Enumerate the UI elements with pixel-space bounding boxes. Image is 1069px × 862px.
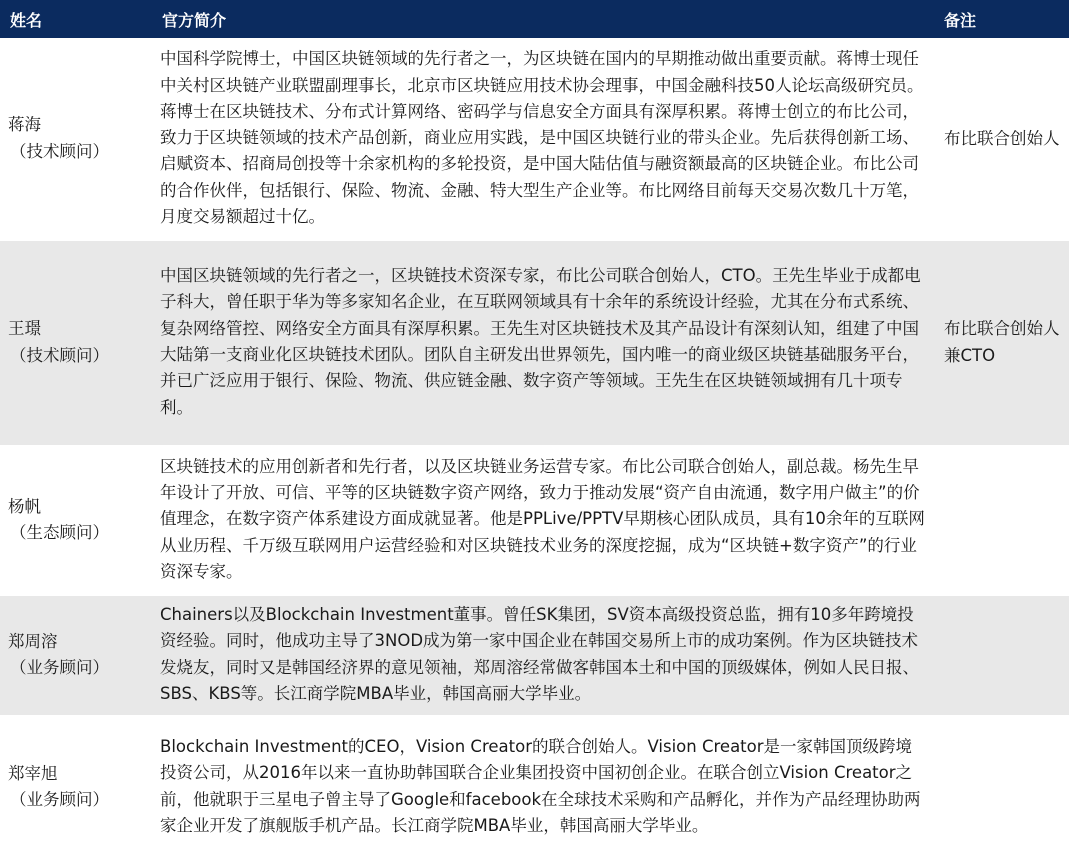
table-body xyxy=(0,38,1069,859)
advisor-name: 蒋海 xyxy=(8,115,41,135)
note-cell xyxy=(934,715,1069,859)
advisor-name: 杨帆 xyxy=(8,496,41,516)
intro-cell: Chainers以及Blockchain Investment董事。曾任SK集团，SV资本高级投资总监，拥有10多年跨境投资经验。同时，他成功主导了3NOD成为第一家中国企业在韩国交易所上市的成功案例。作为区块链技术发烧友，同时又是韩国经济界的意见领袖，郑周溶经常做客韩国本土和中国的顶级媒体，例如人民日报、SBS、KBS等。长江商学院MBA毕业，韩国高丽大学毕业。 xyxy=(152,595,934,715)
advisor-role: （技术顾问） xyxy=(10,345,109,365)
intro-cell: Blockchain Investment的CEO，Vision Creator的联合创始人。Vision Creator是一家韩国顶级跨境投资公司，从2016年以来一直协助韩国联合企业集团投资中国初创企业。在联合创立Vision Creator之前，他就职于三星电子曾主导了Google和facebook在全球技术采购和产品孵化，并作为产品经理协助两家企业开发了旗舰版手机产品。长江商学院MBA毕业，韩国高丽大学毕业。 xyxy=(152,715,934,859)
table-row xyxy=(0,445,1069,595)
name-cell xyxy=(0,240,152,445)
header-name: 姓名 xyxy=(0,0,152,38)
advisor-name: 郑周溶 xyxy=(8,631,58,651)
table-row xyxy=(0,38,1069,240)
name-cell xyxy=(0,445,152,595)
name-cell xyxy=(0,595,152,715)
header-row xyxy=(0,0,1069,38)
advisor-name: 王璟 xyxy=(8,319,41,339)
note-cell xyxy=(934,595,1069,715)
table-header xyxy=(0,0,1069,38)
advisor-name: 郑宰旭 xyxy=(8,763,58,783)
name-cell xyxy=(0,715,152,859)
header-note: 备注 xyxy=(934,0,1069,38)
table-row xyxy=(0,595,1069,715)
note-cell: 布比联合创始人兼CTO xyxy=(934,240,1069,445)
header-intro: 官方简介 xyxy=(152,0,934,38)
advisor-role: （业务顾问） xyxy=(10,658,109,677)
table-row xyxy=(0,715,1069,859)
table-row xyxy=(0,240,1069,445)
intro-cell: 中国区块链领域的先行者之一，区块链技术资深专家，布比公司联合创始人，CTO。王先生毕业于成都电子科大，曾任职于华为等多家知名企业，在互联网领域具有十余年的系统设计经验，尤其在分布式系统、复杂网络管控、网络安全方面具有深厚积累。王先生对区块链技术及其产品设计有深刻认知，组建了中国大陆第一支商业化区块链技术团队。团队自主研发出世界领先，国内唯一的商业级区块链基础服务平台，并已广泛应用于银行、保险、物流、供应链金融、数字资产等领域。王先生在区块链领域拥有几十项专利。 xyxy=(152,240,934,445)
intro-cell: 中国科学院博士，中国区块链领域的先行者之一，为区块链在国内的早期推动做出重要贡献。蒋博士现任中关村区块链产业联盟副理事长，北京市区块链应用技术协会理事，中国金融科技50人论坛高级研究员。蒋博士在区块链技术、分布式计算网络、密码学与信息安全方面具有深厚积累。蒋博士创立的布比公司，致力于区块链领域的技术产品创新，商业应用实践，是中国区块链行业的带头企业。先后获得创新工场、启赋资本、招商局创投等十余家机构的多轮投资，是中国大陆估值与融资额最高的区块链企业。布比公司的合作伙伴，包括银行、保险、物流、金融、特大型生产企业等。布比网络目前每天交易次数几十万笔，月度交易额超过十亿。 xyxy=(152,38,934,240)
advisor-role: （技术顾问） xyxy=(10,141,109,161)
intro-cell: 区块链技术的应用创新者和先行者，以及区块链业务运营专家。布比公司联合创始人，副总裁。杨先生早年设计了开放、可信、平等的区块链数字资产网络，致力于推动发展“资产自由流通，数字用户做主”的价值理念，在数字资产体系建设方面成就显著。他是PPLive/PPTV早期核心团队成员，具有10余年的互联网从业历程、千万级互联网用户运营经验和对区块链技术业务的深度挖掘，成为“区块链+数字资产”的行业资深专家。 xyxy=(152,445,934,595)
note-cell xyxy=(934,445,1069,595)
advisor-role: （业务顾问） xyxy=(10,790,109,809)
note-cell: 布比联合创始人 xyxy=(934,38,1069,240)
advisor-role: （生态顾问） xyxy=(10,523,109,542)
name-cell xyxy=(0,38,152,240)
